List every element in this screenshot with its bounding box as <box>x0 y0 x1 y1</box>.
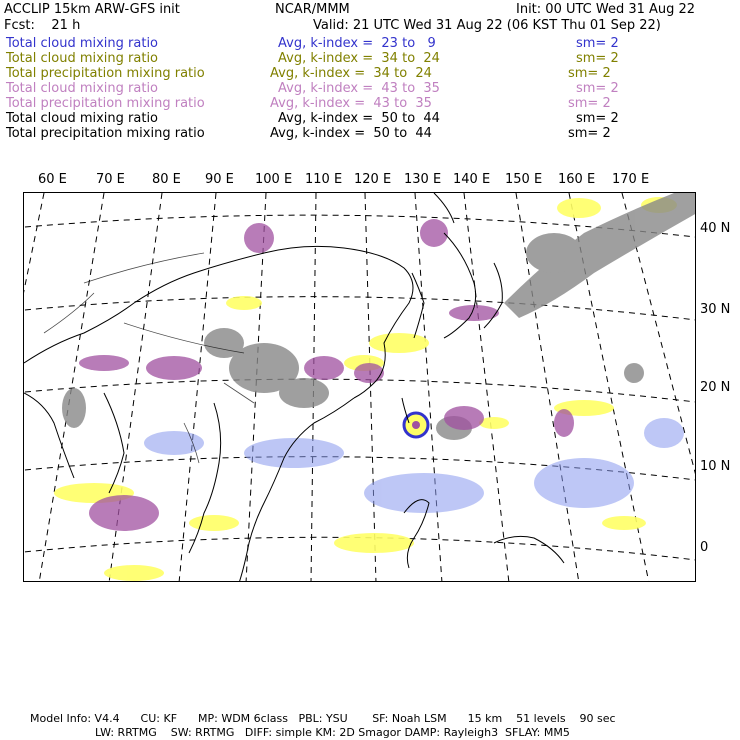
field-sm: sm= 2 <box>568 96 611 111</box>
field-sm: sm= 2 <box>568 66 611 81</box>
model-info-line2: LW: RRTMG SW: RRTMG DIFF: simple KM: 2D Smagor DAMP: Rayleigh3 SFLAY: MM5 <box>95 726 570 739</box>
field-name: Total cloud mixing ratio <box>6 81 159 96</box>
field-name: Total precipitation mixing ratio <box>6 126 205 141</box>
field-avg: Avg, k-index = 43 to 35 <box>270 96 432 111</box>
field-name: Total cloud mixing ratio <box>6 36 159 51</box>
lat-label: 0 <box>700 540 709 555</box>
lon-label: 120 E <box>354 172 392 187</box>
forecast-hour: Fcst: 21 h <box>4 18 81 33</box>
lon-label: 80 E <box>152 172 181 187</box>
field-name: Total cloud mixing ratio <box>6 111 159 126</box>
typhoon-vortex <box>404 413 428 437</box>
lon-label: 110 E <box>305 172 343 187</box>
field-avg: Avg, k-index = 34 to 24 <box>278 51 440 66</box>
field-name: Total precipitation mixing ratio <box>6 66 205 81</box>
field-sm: sm= 2 <box>576 36 619 51</box>
lon-label: 70 E <box>96 172 125 187</box>
lon-label: 60 E <box>38 172 67 187</box>
lon-label: 140 E <box>453 172 491 187</box>
lon-label: 90 E <box>205 172 234 187</box>
map-panel <box>23 192 696 582</box>
init-time: Init: 00 UTC Wed 31 Aug 22 <box>516 2 696 17</box>
org-label: NCAR/MMM <box>275 2 350 17</box>
field-sm: sm= 2 <box>576 81 619 96</box>
field-sm: sm= 2 <box>576 51 619 66</box>
field-avg: Avg, k-index = 50 to 44 <box>278 111 440 126</box>
lat-label: 20 N <box>700 380 731 395</box>
model-title: ACCLIP 15km ARW-GFS init <box>4 2 180 17</box>
field-name: Total precipitation mixing ratio <box>6 96 205 111</box>
valid-time: Valid: 21 UTC Wed 31 Aug 22 (06 KST Thu 01 Sep 22) <box>313 18 661 33</box>
lat-label: 30 N <box>700 302 731 317</box>
field-name: Total cloud mixing ratio <box>6 51 159 66</box>
map-canvas <box>24 193 696 582</box>
lat-label: 40 N <box>700 221 731 236</box>
field-avg: Avg, k-index = 43 to 35 <box>278 81 440 96</box>
lon-label: 170 E <box>612 172 650 187</box>
lon-label: 130 E <box>404 172 442 187</box>
field-avg: Avg, k-index = 34 to 24 <box>270 66 432 81</box>
field-avg: Avg, k-index = 50 to 44 <box>270 126 432 141</box>
field-sm: sm= 2 <box>576 111 619 126</box>
lon-label: 160 E <box>558 172 596 187</box>
latitude-line-30 <box>24 297 696 321</box>
field-sm: sm= 2 <box>568 126 611 141</box>
purple-cloud-field <box>79 219 574 531</box>
lat-label: 10 N <box>700 459 731 474</box>
country-borders <box>44 253 254 463</box>
field-avg: Avg, k-index = 23 to 9 <box>278 36 436 51</box>
lon-label: 150 E <box>505 172 543 187</box>
latitude-line-20 <box>24 379 696 403</box>
model-info-line1: Model Info: V4.4 CU: KF MP: WDM 6class PBL: YSU SF: Noah LSM 15 km 51 levels 90 sec <box>30 712 616 725</box>
lon-label: 100 E <box>255 172 293 187</box>
